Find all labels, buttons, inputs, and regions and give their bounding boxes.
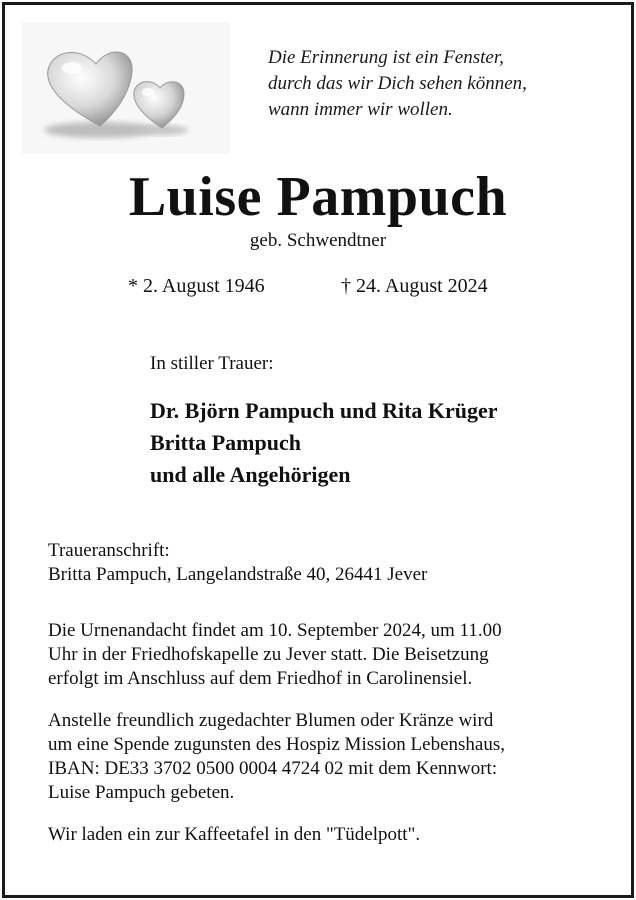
two-hearts-icon: [22, 22, 230, 154]
mourners-list: [150, 395, 498, 491]
death-date: † 24. August 2024: [341, 275, 488, 297]
service-line: Uhr in der Friedhofskapelle zu Jever statt. Die Beisetzung: [48, 644, 489, 665]
poem-line: durch das wir Dich sehen können,: [268, 73, 527, 94]
mourner-name: Dr. Björn Pampuch und Rita Krüger: [150, 398, 498, 423]
mourner-name: und alle Angehörigen: [150, 462, 351, 487]
poem: [268, 45, 527, 123]
service-line: erfolgt im Anschluss auf dem Friedhof in Carolinensiel.: [48, 668, 473, 689]
address-value: Britta Pampuch, Langelandstraße 40, 26441 Jever: [48, 564, 428, 585]
donation-line: Luise Pampuch gebeten.: [48, 782, 235, 803]
donation-line: Anstelle freundlich zugedachter Blumen oder Kränze wird: [48, 710, 494, 731]
birth-date: * 2. August 1946: [128, 275, 265, 297]
mourning-intro: In stiller Trauer:: [150, 353, 274, 374]
maiden-name: geb. Schwendtner: [249, 230, 387, 251]
address-label: Traueranschrift:: [48, 540, 170, 561]
poem-line: Die Erinnerung ist ein Fenster,: [268, 47, 504, 68]
mourner-name: Britta Pampuch: [150, 430, 301, 455]
invitation-text: Wir laden ein zur Kaffeetafel in den "Tüdelpott".: [48, 824, 421, 845]
poem-line: wann immer wir wollen.: [268, 99, 453, 120]
service-info: [48, 619, 502, 691]
donation-line: IBAN: DE33 3702 0500 0004 4724 02 mit dem Kennwort:: [48, 758, 498, 779]
service-line: Die Urnenandacht findet am 10. September 2024, um 11.00: [48, 620, 502, 641]
deceased-name: Luise Pampuch: [128, 166, 508, 228]
donation-info: [48, 709, 505, 805]
mourning-address: [48, 539, 427, 587]
donation-line: um eine Spende zugunsten des Hospiz Mission Lebenshaus,: [48, 734, 505, 755]
